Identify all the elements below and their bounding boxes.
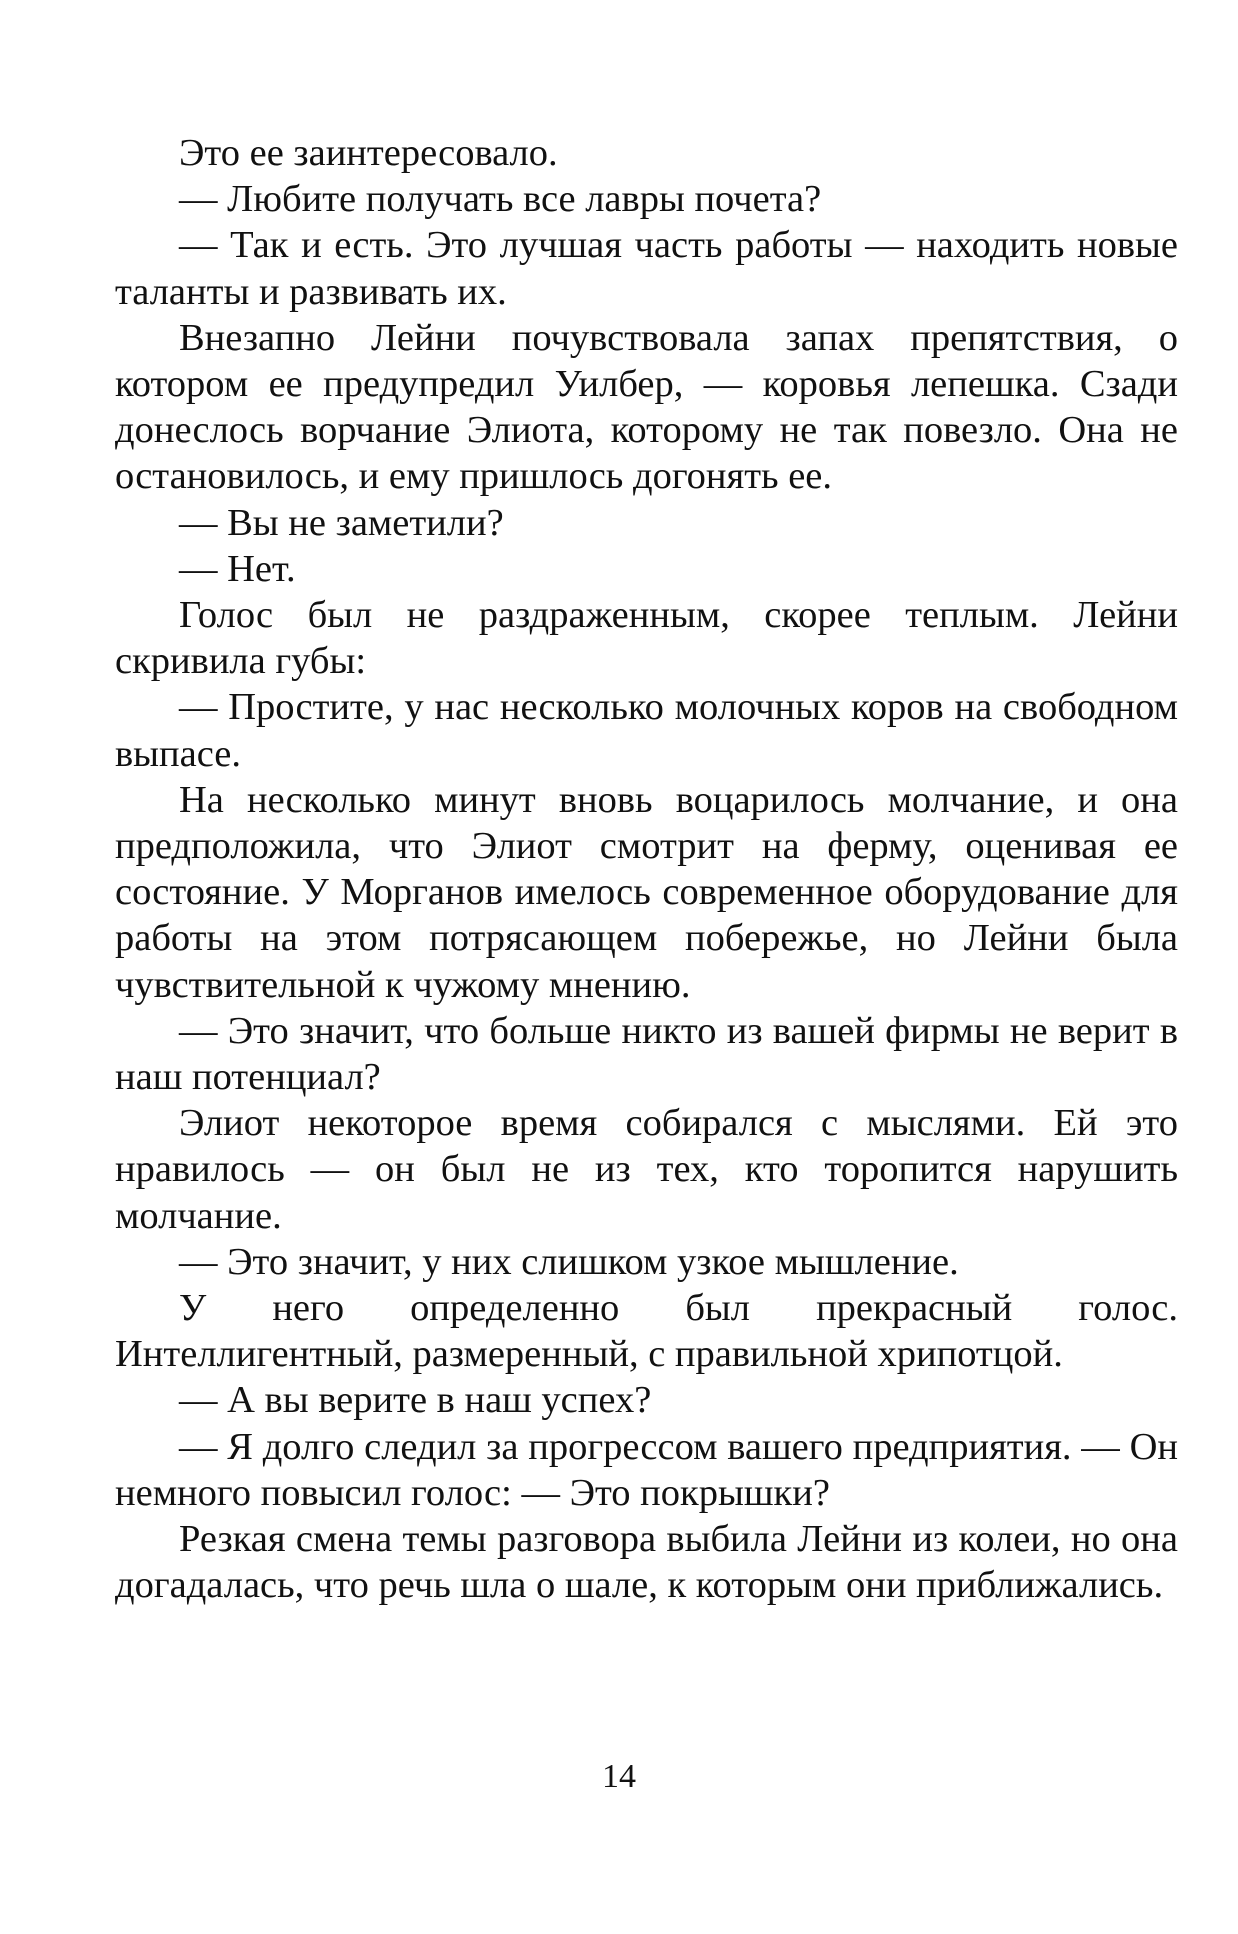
page-number: 14 [602,1758,636,1795]
paragraph: — Я долго следил за прогрессом вашего предприятия. — Он немного повысил голос: — Это покрышки? [115,1425,1178,1514]
paragraph: — А вы верите в наш успех? [179,1379,652,1422]
paragraph: У него определенно был прекрасный голос. Интеллигентный, размеренный, с правильной хрипотцой. [115,1287,1178,1376]
paragraph: — Простите, у нас несколько молочных коров на свободном выпасе. [115,686,1178,775]
paragraph: Резкая смена темы разговора выбила Лейни из колеи, но она догадалась, что речь шла о шале, к которым они приближались. [115,1518,1178,1607]
paragraph: — Это значит, что больше никто из вашей фирмы не верит в наш потенциал? [115,1009,1178,1099]
paragraph: Это ее заинтересовало. [179,132,558,174]
paragraph: Элиот некоторое время собирался с мыслями. Ей это нравилось — он был не из тех, кто торопится нарушить молчание. [115,1102,1178,1237]
paragraph: — Вы не заметили? [179,501,504,544]
paragraph: — Это значит, у них слишком узкое мышление. [179,1240,959,1283]
paragraph: Внезапно Лейни почувствовала запах препятствия, о котором ее предупредил Уилбер, — коровья лепешка. Сзади донеслось ворчание Элиота, которому не так повезло. Она не остановилось, и ему пришлось догонять ее. [115,316,1178,498]
paragraph: — Так и есть. Это лучшая часть работы — находить новые таланты и развивать их. [115,224,1178,313]
body-text [115,130,1178,1609]
paragraph: — Нет. [179,547,296,590]
paragraph: — Любите получать все лавры почета? [179,178,822,221]
paragraph: На несколько минут вновь воцарилось молчание, и она предположила, что Элиот смотрит на ферму, оценивая ее состояние. У Морганов имелось современное оборудование для работы на этом потрясающем побережье, но Лейни была чувствительной к чужому мнению. [115,778,1178,1006]
paragraph: Голос был не раздраженным, скорее теплым. Лейни скривила губы: [115,594,1178,683]
